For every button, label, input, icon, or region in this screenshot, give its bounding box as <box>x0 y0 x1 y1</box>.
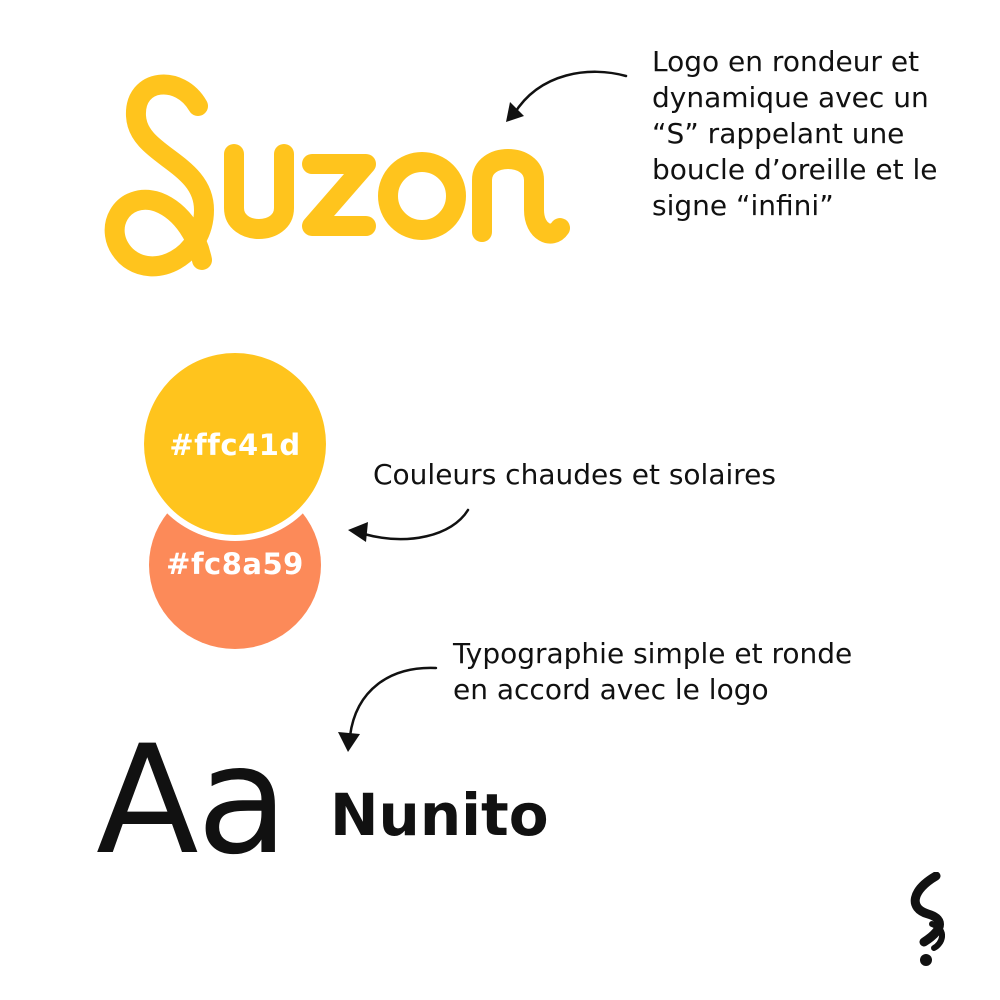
logo-description-line: signe “infini” <box>652 189 834 222</box>
logo-description-line: “S” rappelant une <box>652 117 905 150</box>
typography-description-line: Typographie simple et ronde <box>453 637 853 670</box>
logo-description-line: Logo en rondeur et <box>652 45 920 78</box>
logo-description <box>652 44 937 224</box>
color-swatch-primary <box>144 353 326 535</box>
brand-mark-icon <box>902 872 958 968</box>
color-swatch-label: #fc8a59 <box>166 547 304 581</box>
colors-description: Couleurs chaudes et solaires <box>373 458 776 491</box>
typography-description <box>453 636 852 708</box>
typography-description-line: en accord avec le logo <box>453 673 769 706</box>
typography-sample: Aa <box>96 714 287 888</box>
curved-arrow-icon <box>344 504 474 550</box>
curved-arrow-icon <box>500 62 640 132</box>
color-swatch-label: #ffc41d <box>169 428 301 462</box>
logo-description-line: dynamique avec un <box>652 81 929 114</box>
curved-arrow-icon <box>334 660 444 756</box>
logo-description-line: boucle d’oreille et le <box>652 153 938 186</box>
typography-font-name: Nunito <box>330 781 549 849</box>
